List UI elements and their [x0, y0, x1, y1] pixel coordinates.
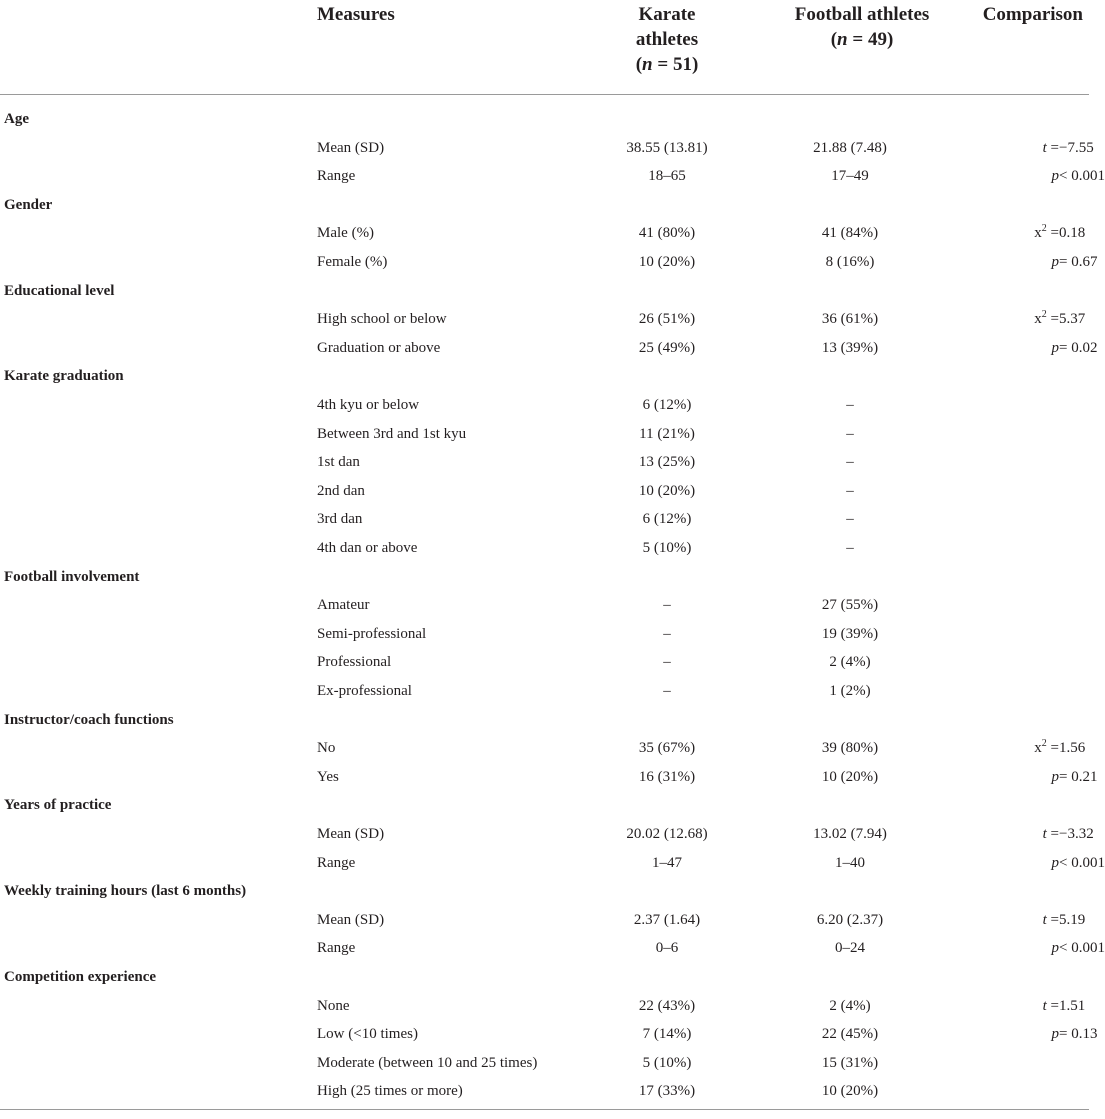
football-value: 8 (16%) [825, 254, 875, 270]
row-label: Male (%) [317, 225, 375, 242]
karate-value: – [663, 597, 671, 614]
comparison-value: t = 5.19 [1043, 906, 1059, 934]
comparison-value: p = 0.67 [1052, 248, 1060, 276]
karate-value: 6 (12%) [642, 397, 692, 413]
row-label: Professional [317, 654, 392, 671]
football-value: 19 (39%) [821, 625, 879, 642]
table-row [0, 248, 1098, 276]
comparison-value: $x^2$ = 1.56 [1034, 734, 1059, 762]
table-row [0, 1077, 1089, 1105]
table-row [0, 134, 1094, 162]
comparison-number: 0.18 [1059, 225, 1086, 242]
comparison-number: = 0.13 [1059, 1026, 1098, 1043]
table-row [0, 820, 1094, 848]
karate-value: 1–47 [652, 854, 682, 871]
football-value: 13 (39%) [821, 339, 879, 356]
comparison-value: p < 0.001 [1052, 162, 1060, 190]
karate-value: 10 (20%) [638, 254, 696, 270]
row-label: 2nd dan [317, 482, 365, 499]
section-row [0, 191, 1089, 219]
comparison-number: = 0.67 [1059, 254, 1098, 270]
karate-value: 11 (21%) [639, 425, 695, 442]
section-title: Years of practice [4, 797, 112, 814]
comparison-number: < 0.001 [1059, 168, 1105, 185]
comparison-number: 5.37 [1059, 311, 1086, 328]
comparison-value: p = 0.02 [1052, 334, 1060, 362]
comparison-value: t = 1.51 [1043, 992, 1059, 1020]
karate-value: 18–65 [648, 168, 686, 185]
comparison-number: 1.51 [1059, 997, 1086, 1014]
comparison-number: 1.56 [1059, 740, 1086, 757]
row-label: 4th dan or above [317, 540, 418, 556]
row-label: Semi-professional [317, 625, 427, 642]
football-value: – [846, 540, 854, 556]
football-value: – [846, 454, 854, 471]
row-label: Range [317, 168, 356, 185]
table-row [0, 734, 1089, 762]
table-row [0, 505, 1089, 533]
table-row [0, 305, 1089, 333]
header-rule [0, 94, 1089, 95]
table-row [0, 1020, 1098, 1048]
row-label: Amateur [317, 597, 370, 614]
comparison-value: p < 0.001 [1052, 849, 1060, 877]
football-value: 1–40 [835, 854, 865, 871]
section-title: Age [4, 111, 29, 127]
row-label: 3rd dan [317, 511, 363, 528]
karate-value: 35 (67%) [638, 740, 696, 757]
row-label: Female (%) [317, 254, 388, 270]
karate-value: 0–6 [655, 940, 679, 957]
section-row [0, 563, 1089, 591]
row-label: High school or below [317, 311, 447, 328]
football-value: 10 (20%) [821, 1083, 879, 1100]
karate-value: 25 (49%) [638, 339, 696, 356]
football-value: 27 (55%) [821, 597, 879, 614]
section-row [0, 791, 1089, 819]
football-value: – [846, 425, 854, 442]
karate-value: 7 (14%) [642, 1026, 692, 1043]
row-label: Between 3rd and 1st kyu [317, 425, 467, 442]
football-value: 36 (61%) [821, 311, 879, 328]
table-row [0, 448, 1089, 476]
table-row [0, 219, 1089, 247]
comparison-value: t = −7.55 [1043, 134, 1059, 162]
row-label: 1st dan [317, 454, 360, 471]
karate-value: – [663, 625, 671, 642]
table-row [0, 992, 1089, 1020]
table-row [0, 391, 1089, 419]
comparison-number: = 0.02 [1059, 339, 1098, 356]
karate-value: 2.37 (1.64) [633, 911, 701, 928]
karate-value: – [663, 654, 671, 671]
header-karate: Karate athletes (n = 51) [635, 4, 699, 75]
table-row [0, 620, 1089, 648]
section-row [0, 277, 1089, 305]
comparison-value: p = 0.21 [1052, 763, 1060, 791]
football-value: 15 (31%) [821, 1054, 879, 1071]
table-row [0, 162, 1105, 190]
header-football-n: (n = 49) [830, 29, 894, 50]
table-row [0, 1049, 1089, 1077]
comparison-value: p < 0.001 [1052, 934, 1060, 962]
row-label: Low (<10 times) [317, 1026, 418, 1043]
row-label: Graduation or above [317, 339, 441, 356]
karate-value: 26 (51%) [638, 311, 696, 328]
header-measures: Measures [317, 4, 395, 25]
bottom-rule [0, 1109, 1089, 1110]
table-row [0, 591, 1089, 619]
row-label: Mean (SD) [317, 911, 385, 928]
comparison-number: 5.19 [1059, 911, 1086, 928]
karate-value: 16 (31%) [638, 768, 696, 785]
section-title: Competition experience [4, 969, 157, 985]
comparison-value: $x^2$ = 5.37 [1034, 305, 1059, 333]
section-title: Karate graduation [4, 368, 124, 385]
football-value: 13.02 (7.94) [813, 826, 887, 842]
table-row [0, 906, 1089, 934]
karate-value: 38.55 (13.81) [626, 139, 708, 156]
football-value: 2 (4%) [829, 997, 871, 1014]
row-label: Mean (SD) [317, 826, 385, 842]
comparison-number: < 0.001 [1059, 854, 1105, 871]
football-value: – [846, 482, 854, 499]
comparison-number: = 0.21 [1059, 768, 1098, 785]
row-label: Range [317, 854, 356, 871]
header-comparison: Comparison [982, 4, 1083, 25]
football-value: 6.20 (2.37) [816, 911, 884, 928]
comparison-number: −3.32 [1059, 826, 1094, 842]
football-value: 2 (4%) [829, 654, 871, 671]
table-row [0, 534, 1089, 562]
table-row [0, 420, 1089, 448]
section-row [0, 706, 1089, 734]
karate-value: 10 (20%) [638, 482, 696, 499]
football-value: 21.88 (7.48) [813, 139, 887, 156]
football-value: 39 (80%) [821, 740, 879, 757]
row-label: Yes [317, 768, 339, 785]
section-row [0, 963, 1089, 991]
football-value: 17–49 [831, 168, 869, 185]
row-label: None [317, 997, 350, 1014]
karate-value: 6 (12%) [642, 511, 692, 528]
football-value: – [846, 397, 854, 413]
karate-value: 20.02 (12.68) [626, 826, 708, 842]
table-row [0, 763, 1098, 791]
karate-value: – [663, 683, 671, 699]
section-title: Educational level [4, 282, 115, 299]
section-title: Football involvement [4, 568, 140, 585]
football-value: 0–24 [835, 940, 865, 957]
karate-value: 17 (33%) [638, 1083, 696, 1100]
comparison-number: −7.55 [1059, 139, 1094, 156]
comparison-value: p = 0.13 [1052, 1020, 1060, 1048]
football-value: – [846, 511, 854, 528]
section-title: Instructor/coach functions [4, 711, 174, 728]
comparison-value: t = −3.32 [1043, 820, 1059, 848]
football-value: 1 (2%) [829, 683, 871, 699]
table-row [0, 934, 1105, 962]
karate-value: 41 (80%) [638, 225, 696, 242]
karate-value: 5 (10%) [642, 540, 692, 556]
karate-value: 22 (43%) [638, 997, 696, 1014]
comparison-number: < 0.001 [1059, 940, 1105, 957]
row-label: Moderate (between 10 and 25 times) [317, 1054, 538, 1071]
row-label: Mean (SD) [317, 139, 385, 156]
karate-value: 13 (25%) [638, 454, 696, 471]
table-row [0, 677, 1089, 705]
section-row [0, 877, 1089, 905]
table-row [0, 334, 1098, 362]
karate-value: 5 (10%) [642, 1054, 692, 1071]
section-title: Weekly training hours (last 6 months) [4, 883, 247, 900]
row-label: 4th kyu or below [317, 397, 420, 413]
table-row [0, 477, 1089, 505]
row-label: Ex-professional [317, 683, 412, 699]
table-row [0, 849, 1105, 877]
header-karate-n: (n = 51) [635, 54, 699, 75]
header-football: Football athletes (n = 49) [794, 4, 930, 50]
football-value: 41 (84%) [821, 225, 879, 242]
row-label: Range [317, 940, 356, 957]
section-row [0, 362, 1089, 390]
comparison-value: $x^2$ = 0.18 [1034, 219, 1059, 247]
table-row [0, 648, 1089, 676]
row-label: No [317, 740, 336, 757]
football-value: 22 (45%) [821, 1026, 879, 1043]
row-label: High (25 times or more) [317, 1083, 463, 1100]
football-value: 10 (20%) [821, 768, 879, 785]
section-title: Gender [4, 196, 53, 213]
section-row [0, 105, 1089, 133]
